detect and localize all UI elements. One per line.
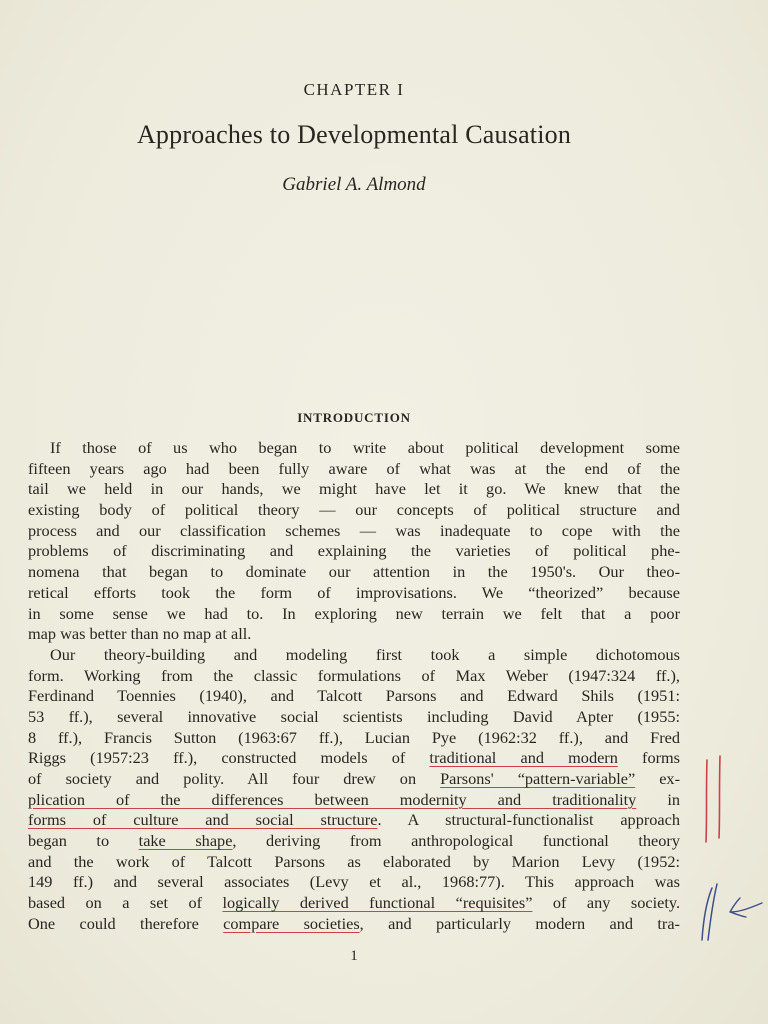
- text-line: 53 ff.), several innovative social scientists including David Apter (1955:: [28, 706, 680, 726]
- text-line: Ferdinand Toennies (1940), and Talcott Parsons and Edward Shils (1951:: [28, 686, 680, 706]
- body-text: [28, 438, 680, 935]
- underlined-phrase: traditional and modern: [429, 748, 618, 768]
- underlined-phrase: take shape: [138, 831, 233, 851]
- margin-bracket-mark: [708, 884, 717, 940]
- page-number: 1: [350, 948, 358, 964]
- text-line: process and our classification schemes — was inadequate to cope with the: [28, 520, 680, 540]
- margin-bracket-mark: [702, 888, 712, 940]
- text-line: and the work of Talcott Parsons as elaborated by Marion Levy (1952:: [28, 851, 680, 871]
- text-line: 8 ff.), Francis Sutton (1963:67 ff.), Lucian Pye (1962:32 ff.), and Fred: [28, 727, 680, 747]
- text-line: form. Working from the classic formulations of Max Weber (1947:324 ff.),: [28, 665, 680, 685]
- text-line: retical efforts took the form of improvisations. We “theorized” because: [28, 582, 680, 602]
- underlined-phrase: logically derived functional “requisites”: [222, 893, 533, 913]
- chapter-label: CHAPTER I: [303, 80, 405, 99]
- text-line-highlighted: One could therefore compare societies, and particularly modern and tra-: [28, 913, 680, 933]
- margin-bar-mark: [719, 756, 720, 838]
- text-line: tail we held in our hands, we might have let it go. We knew that the: [28, 479, 680, 499]
- text-line-highlighted: forms of culture and social structure. A structural-functionalist approach: [28, 810, 680, 830]
- margin-arrow-mark: [730, 898, 762, 917]
- text-line: map was better than no map at all.: [28, 624, 252, 644]
- text-line-highlighted: based on a set of logically derived functional “requisites” of any society.: [28, 893, 681, 913]
- underlined-phrase: forms of culture and social structure: [28, 810, 378, 830]
- underlined-phrase: plication of the differences between modernity and traditionality: [28, 789, 637, 809]
- text-line-highlighted: Riggs (1957:23 ff.), constructed models of traditional and modern forms: [28, 748, 681, 768]
- text-line: in some sense we had to. In exploring new terrain we felt that a poor: [28, 603, 680, 623]
- text-line: nomena that began to dominate our attention in the 1950's. Our theo-: [28, 562, 680, 582]
- text-line: Our theory-building and modeling first took a simple dichotomous: [50, 644, 680, 664]
- underlined-phrase: compare societies: [223, 913, 360, 933]
- text-line-highlighted: began to take shape, deriving from anthropological functional theory: [28, 831, 680, 851]
- text-line: If those of us who began to write about political development some: [50, 438, 680, 457]
- text-line: existing body of political theory — our concepts of political structure and: [28, 500, 680, 520]
- author-name: Gabriel A. Almond: [282, 174, 426, 195]
- text-line-highlighted: plication of the differences between modernity and traditionality in: [28, 789, 680, 809]
- text-line: 149 ff.) and several associates (Levy et al., 1968:77). This approach was: [28, 872, 680, 892]
- text-line-highlighted: of society and polity. All four drew on Parsons' “pattern-variable” ex-: [28, 769, 680, 788]
- text-line: fifteen years ago had been fully aware of what was at the end of the: [28, 458, 680, 478]
- text-line: problems of discriminating and explaining the varieties of political phe-: [28, 541, 680, 561]
- section-heading: INTRODUCTION: [297, 410, 411, 425]
- chapter-title: Approaches to Developmental Causation: [136, 120, 572, 149]
- underlined-phrase: Parsons' “pattern-variable”: [440, 769, 636, 788]
- margin-bar-mark: [706, 760, 707, 842]
